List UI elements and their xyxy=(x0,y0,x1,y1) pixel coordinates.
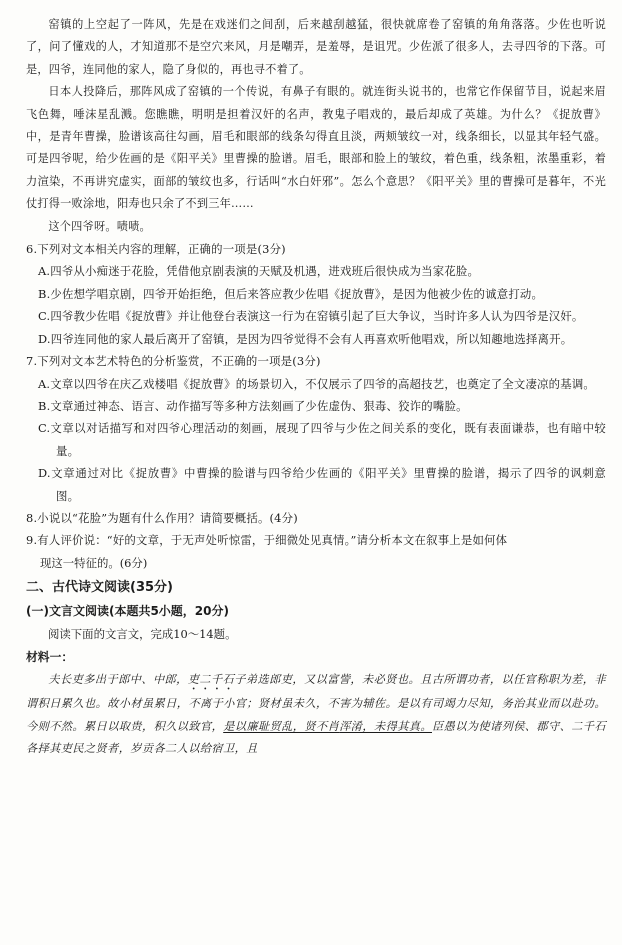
question-9 xyxy=(26,529,606,574)
question-7-option-d: D.文章通过对比《捉放曹》中曹操的脸谱与四爷给少佐画的《阳平关》里曹操的脸谱，揭示了四爷的讽刺意图。 xyxy=(38,466,606,503)
question-7-option-c: C.文章以对话描写和对四爷心理活动的刻画，展现了四爷与少佐之间关系的变化，既有表面谦恭，也有暗中较量。 xyxy=(38,421,606,458)
question-7-stem: 7.下列对文本艺术特色的分析鉴赏，不正确的一项是(3分) xyxy=(26,354,321,369)
question-6 xyxy=(26,238,606,350)
material-1-label: 材料一： xyxy=(26,650,74,665)
classical-text-part-3: 子弟选郎吏，又以富訾，未必贤也。且古所谓功者，以任官称职为差，非谓积日累久也。故小材虽累日，不离于小官；贤材虽未久，不害为辅佐。是以有司竭力尽知，务治其业而以赴功。今则不然。累日以取贵，积久以致官， xyxy=(26,673,606,733)
question-6-option-b: B.少佐想学唱京剧，四爷开始拒绝，但后来答应教少佐唱《捉放曹》，是因为他被少佐的诚意打动。 xyxy=(38,286,544,301)
question-7-option-b: B.文章通过神态、语言、动作描写等多种方法刻画了少佐虚伪、狠毒、狡诈的嘴脸。 xyxy=(38,398,468,413)
section-2-subtitle: (一)文言文阅读(本题共5小题，20分) xyxy=(26,604,229,619)
classical-text-part-1: 夫长吏多出于郎中、中郎， xyxy=(48,673,188,687)
question-6-stem: 6.下列对文本相关内容的理解，正确的一项是(3分) xyxy=(26,242,286,257)
question-9-line-2: 现这一特征的。(6分) xyxy=(40,555,148,570)
classical-text-part-4: 臣愚以为使诸列侯、郡守、二千石各择其吏民之贤者，岁贡各二人以给宿卫，且 xyxy=(26,719,606,756)
passage-paragraph-2: 日本人投降后，那阵风成了窑镇的一个传说，有鼻子有眼的。就连街头说书的，也常它作保留节目，说起来眉飞色舞，唾沫星乱溅。您瞧瞧，明明是担着汉奸的名声，教鬼子唱戏的，最后却成了英雄。为什么？《捉放曹》中，是青年曹操，脸谱该高往勾画，眉毛和眼部的线条勾得直且淡，两颊皱纹一对，线条细长，以显其年轻气盛。可是四爷呢，给少佐画的是《阳平关》里曹操的脸谱。眉毛，眼部和脸上的皱纹，着色重，线条粗，浓墨重彩，着力渲染，不再讲究虚实，面部的皱纹也多，行话叫“水白奸邪”。怎么个意思？《阳平关》里的曹操可是暮年，不光仗打得一败涂地，阳寿也只余了不到三年…… xyxy=(26,85,606,211)
passage-paragraph-1: 窑镇的上空起了一阵风，先是在戏迷们之间刮，后来越刮越猛，很快就席卷了窑镇的角角落落。少佐也听说了，问了懂戏的人，才知道那不是空穴来风，月是嘲弄，是羞辱，是诅咒。少佐派了很多人，去寻四爷的下落。可是，四爷，连同他的家人，隐了身似的，再也寻不着了。 xyxy=(26,18,606,76)
section-2-title: 二、古代诗文阅读(35分) xyxy=(26,580,173,596)
section-2-instruction: 阅读下面的文言文，完成10～14题。 xyxy=(48,627,237,642)
question-7-option-a: A.文章以四爷在庆乙戏楼唱《捉放曹》的场景切入，不仅展示了四爷的高超技艺，也奠定了全文凄凉的基调。 xyxy=(38,376,596,391)
question-7 xyxy=(26,350,606,507)
classical-text-underline-2: 浑淆，未得其真。 xyxy=(339,719,432,733)
classical-text-emphasis: 吏二千石 xyxy=(187,673,235,687)
question-6-option-d: D.四爷连同他的家人最后离开了窑镇，是因为四爷觉得不会有人再喜欢听他唱戏，所以知趣地选择离开。 xyxy=(38,331,573,346)
passage-paragraph-3: 这个四爷呀。啧啧。 xyxy=(48,219,151,233)
classical-text-underline-1: 是以廉耻贸乱，贤不肖 xyxy=(223,719,340,733)
question-6-option-a: A.四爷从小痴迷于花脸，凭借他京剧表演的天赋及机遇，进戏班后很快成为当家花脸。 xyxy=(38,264,480,279)
question-8: 8.小说以“花脸”为题有什么作用？请简要概括。(4分) xyxy=(26,510,298,525)
question-9-line-1: 9.有人评价说：“好的文章，于无声处听惊雷，于细微处见真情。”请分析本文在叙事上是如何体 xyxy=(26,533,508,548)
question-6-option-c: C.四爷教少佐唱《捉放曹》并让他登台表演这一行为在窑镇引起了巨大争议，当时许多人认为四爷是汉奸。 xyxy=(38,309,584,324)
classical-text xyxy=(26,669,606,761)
